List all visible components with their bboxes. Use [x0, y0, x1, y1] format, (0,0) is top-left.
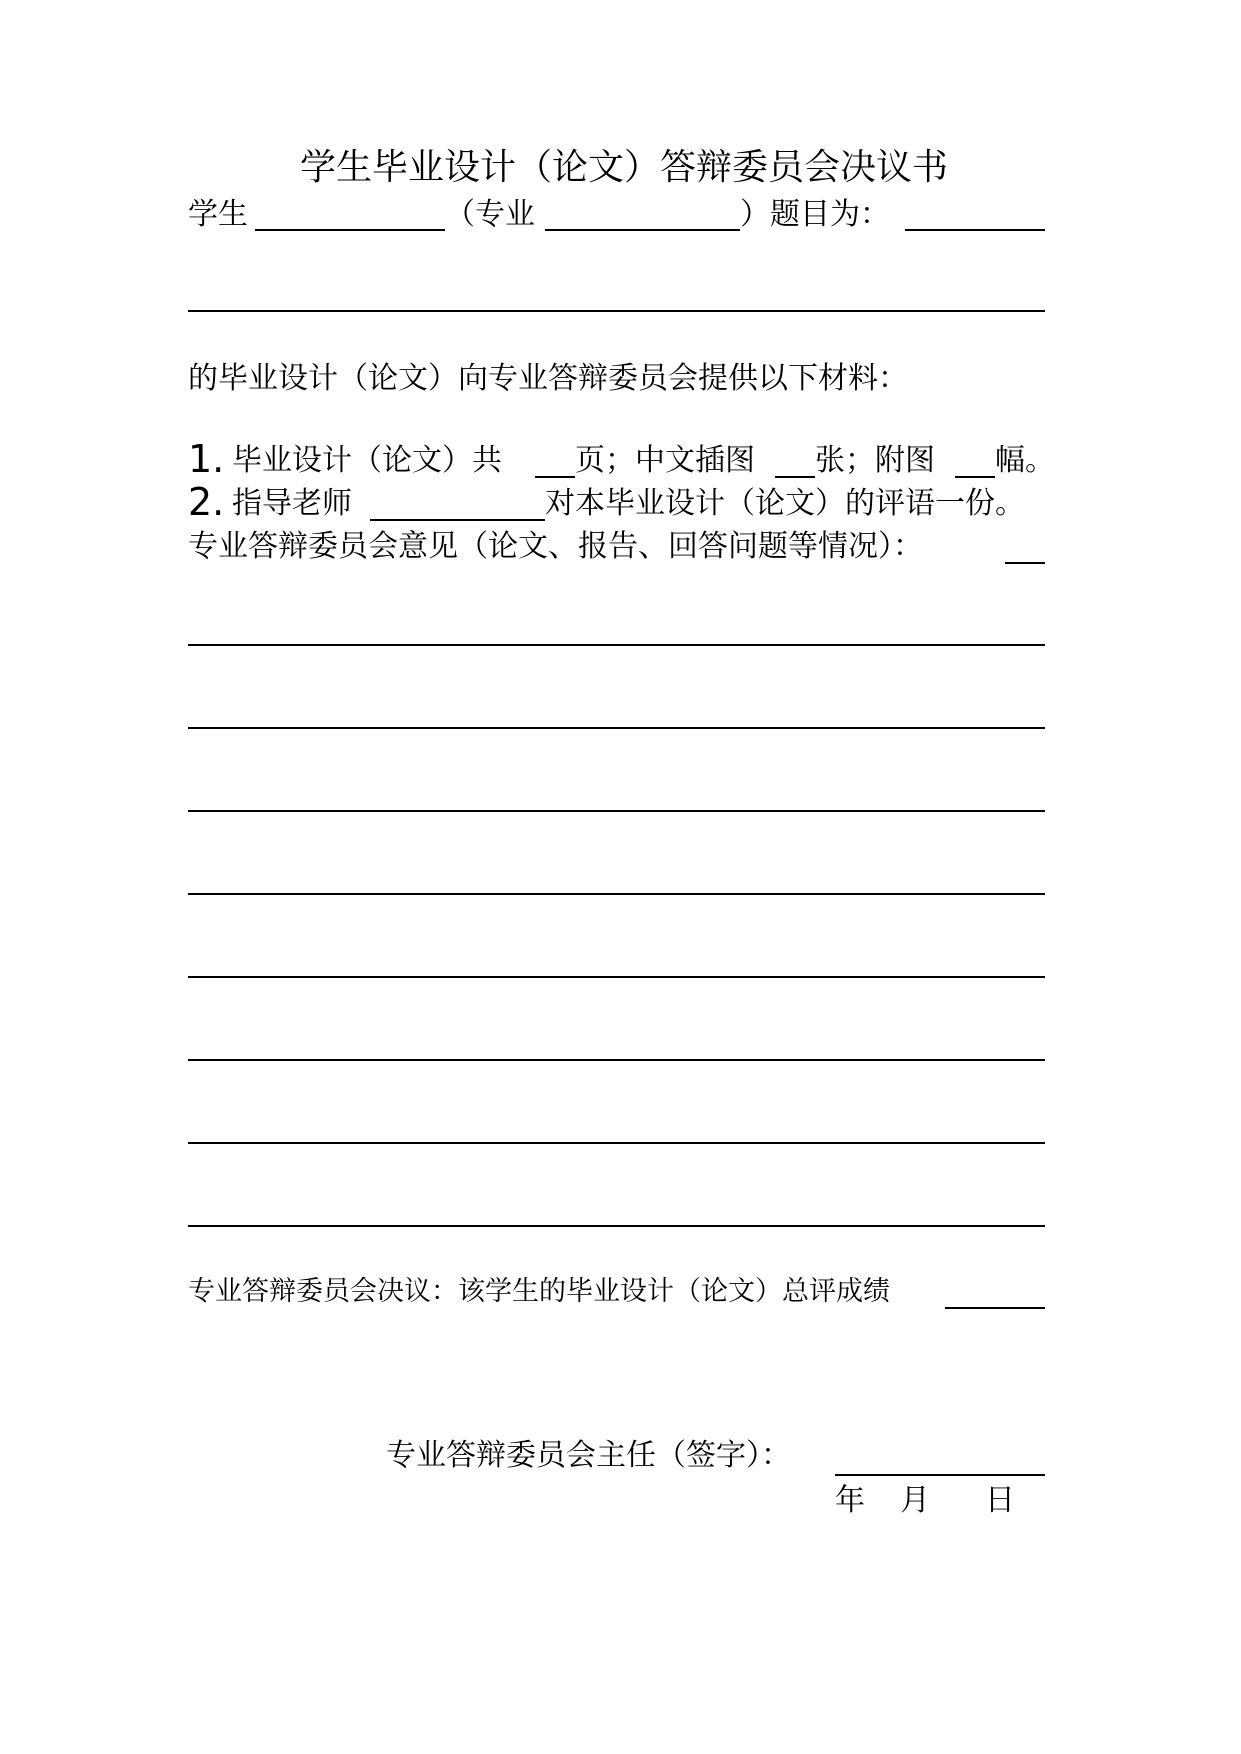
- item-1-number: 1.: [188, 437, 225, 481]
- materials-intro: 的毕业设计（论文）向专业答辩委员会提供以下材料：: [188, 361, 908, 396]
- opinion-line-1[interactable]: [188, 644, 1045, 646]
- opinion-line-4[interactable]: [188, 893, 1045, 895]
- major-field[interactable]: [545, 229, 740, 231]
- chair-signature-label: 专业答辩委员会主任（签字）：: [386, 1438, 791, 1473]
- opinion-line-3[interactable]: [188, 810, 1045, 812]
- item-1-text-b: 页；中文插图: [575, 443, 755, 478]
- item-1-text-a: 毕业设计（论文）共: [232, 443, 502, 478]
- major-label: （专业: [445, 197, 535, 232]
- pages-field[interactable]: [535, 476, 575, 478]
- item-1-text-c: 张；附图: [815, 443, 935, 478]
- item-2-text-b: 对本毕业设计（论文）的评语一份。: [545, 486, 1025, 521]
- topic-field[interactable]: [905, 229, 1045, 231]
- item-1-text-d: 幅。: [995, 443, 1055, 478]
- topic-field-continuation[interactable]: [188, 310, 1045, 312]
- opinion-line-6[interactable]: [188, 1059, 1045, 1061]
- illustrations-field[interactable]: [775, 476, 815, 478]
- page-title: 学生毕业设计（论文）答辩委员会决议书: [300, 147, 949, 188]
- opinion-line-0[interactable]: [1005, 562, 1045, 564]
- student-label: 学生: [188, 197, 248, 232]
- advisor-field[interactable]: [370, 519, 545, 521]
- date-year: 年: [835, 1483, 865, 1518]
- topic-label: ）题目为：: [740, 197, 890, 232]
- opinion-label: 专业答辩委员会意见（论文、报告、回答问题等情况）：: [188, 529, 923, 564]
- date-day: 日: [985, 1483, 1015, 1518]
- total-grade-field[interactable]: [945, 1307, 1045, 1309]
- date-month: 月: [900, 1483, 930, 1518]
- opinion-line-2[interactable]: [188, 727, 1045, 729]
- opinion-line-5[interactable]: [188, 976, 1045, 978]
- drawings-field[interactable]: [955, 476, 995, 478]
- item-2-text-a: 指导老师: [232, 486, 352, 521]
- opinion-line-8[interactable]: [188, 1225, 1045, 1227]
- opinion-line-7[interactable]: [188, 1142, 1045, 1144]
- student-name-field[interactable]: [255, 229, 445, 231]
- chair-signature-field[interactable]: [835, 1474, 1045, 1476]
- resolution-label: 专业答辩委员会决议：该学生的毕业设计（论文）总评成绩: [188, 1276, 890, 1307]
- item-2-number: 2.: [188, 480, 225, 524]
